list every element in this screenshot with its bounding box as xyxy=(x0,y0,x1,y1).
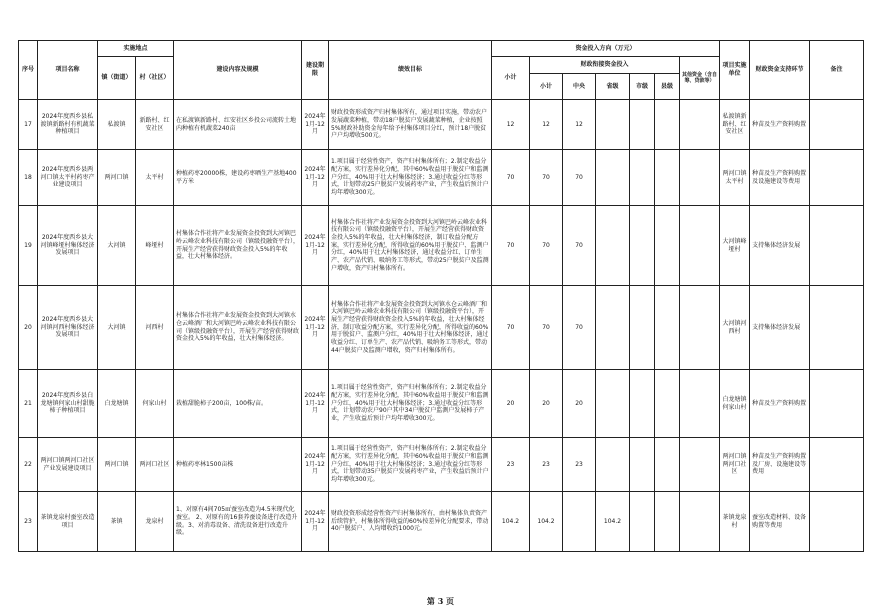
header-fund: 资金投入方向（万元） xyxy=(492,41,720,57)
cell-period: 2024年1月-12月 xyxy=(302,370,329,438)
cell-support: 支持集体经济发展 xyxy=(750,286,810,370)
header-subtotal: 小计 xyxy=(492,57,530,100)
cell-period: 2024年1月-12月 xyxy=(302,206,329,286)
cell-village: 新路村、红安社区 xyxy=(136,100,174,150)
cell-goal: 1.项目属于经营性资产，资产归村集体所有；2.制定收益分配方案，实行差异化分配，其中60%收益用于脱贫户和监测户分红，40%用于壮大村集体经济；3.通过收益分红等形式，计划带动35户脱贫户发展药枣产业，产生收益后预计户均年增收300元。 xyxy=(329,438,492,492)
header-fiscal-subtotal: 小计 xyxy=(530,74,563,100)
cell-support: 种苗及生产资料购置 xyxy=(750,100,810,150)
cell-town: 白龙塘镇 xyxy=(98,370,136,438)
cell-province xyxy=(596,150,630,206)
page-number: 第 3 页 xyxy=(426,596,455,606)
cell-other xyxy=(680,370,720,438)
cell-content: 种植药枣20000株，建设药枣晒生产基地400平方米 xyxy=(174,150,302,206)
table-row xyxy=(19,370,864,438)
cell-seq: 20 xyxy=(19,286,38,370)
cell-village: 太平村 xyxy=(136,150,174,206)
cell-fiscal-sub: 70 xyxy=(530,150,563,206)
cell-seq: 17 xyxy=(19,100,38,150)
cell-city xyxy=(630,206,655,286)
cell-unit: 大河镇河西村 xyxy=(720,286,750,370)
cell-county xyxy=(655,370,680,438)
header-support: 财政资金支持环节 xyxy=(750,41,810,100)
cell-central: 23 xyxy=(563,438,596,492)
cell-city xyxy=(630,370,655,438)
table-row xyxy=(19,206,864,286)
table-row xyxy=(19,286,864,370)
cell-subtotal: 23 xyxy=(492,438,530,492)
cell-city xyxy=(630,286,655,370)
cell-name: 2024年度西乡县大河镇峰垭村集体经济发展项目 xyxy=(38,206,98,286)
header-county: 县级 xyxy=(655,74,680,100)
cell-subtotal: 20 xyxy=(492,370,530,438)
cell-seq: 18 xyxy=(19,150,38,206)
cell-fiscal-sub: 23 xyxy=(530,438,563,492)
header-seq: 序号 xyxy=(19,41,38,100)
header-village: 村（社区） xyxy=(136,57,174,100)
cell-central: 12 xyxy=(563,100,596,150)
cell-city xyxy=(630,438,655,492)
cell-support: 种苗及生产资料购置及厂房、设施建设等费用 xyxy=(750,438,810,492)
cell-note xyxy=(810,438,864,492)
cell-goal: 村集体合作社将产业发展资金投资到大河镇水仓云峰酒厂和大河镇巴岭云峰农业科技有限公司（镇级投融资平台），开展生产经营获得财政资金投入5%的年收益，壮大村集体经济，制订收益分配方案，实行差异化分配，所得收益的60%用于脱贫户、监测户分红，40%用于壮大村集体经济，通过收益分红、订单生产、农产品代销、吸纳务工等形式，带动44户脱贫户及监测户增收，资产归村集体所有。 xyxy=(329,286,492,370)
project-table-sheet xyxy=(18,40,863,552)
cell-goal: 1.项目属于经营性资产，资产归村集体所有；2.制定收益分配方案，实行差异化分配，其中60%收益用于脱贫户和监测户分红，40%用于壮大村集体经济；3.通过收益分红等形式，计划带动农户90户其中34户脱贫户监测户发展柿子产业，产生收益后预计户均年增收300元。 xyxy=(329,370,492,438)
cell-county xyxy=(655,492,680,552)
cell-support: 蚕室改造材料、设备购置等费用 xyxy=(750,492,810,552)
cell-content: 村集体合作社将产业发展资金投资到大河镇巴岭云峰农业科技有限公司（镇级投融资平台），开展生产经营获得财政资金投入5%的年收益，壮大村集体经济。 xyxy=(174,206,302,286)
cell-goal: 财政投资形成经营性资产归村集体所有，由村集体负责资产后续管护，村集体所得收益的60%按差异化分配要求，带动40户脱贫户、人均增收约1000元。 xyxy=(329,492,492,552)
cell-province xyxy=(596,438,630,492)
cell-central: 70 xyxy=(563,150,596,206)
header-city: 市级 xyxy=(630,74,655,100)
cell-other xyxy=(680,492,720,552)
cell-seq: 22 xyxy=(19,438,38,492)
header-fiscal: 财政衔接资金投入 xyxy=(530,57,680,74)
cell-note xyxy=(810,150,864,206)
cell-goal: 1.项目属于经营性资产，资产归村集体所有；2.制定收益分配方案，实行差异化分配，其中60%收益用于脱贫户和监测户分红，40%用于壮大村集体经济；3.通过收益分红等形式，计划带动25户脱贫户发展药枣产业，产生收益后预计户均年增收300元。 xyxy=(329,150,492,206)
cell-seq: 21 xyxy=(19,370,38,438)
cell-note xyxy=(810,370,864,438)
cell-subtotal: 12 xyxy=(492,100,530,150)
cell-name: 2024年度西乡县私渡镇新路村有机蔬菜种植项目 xyxy=(38,100,98,150)
table-row xyxy=(19,150,864,206)
cell-county xyxy=(655,286,680,370)
cell-province: 104.2 xyxy=(596,492,630,552)
cell-town: 大河镇 xyxy=(98,286,136,370)
cell-note xyxy=(810,286,864,370)
cell-other xyxy=(680,206,720,286)
cell-seq: 23 xyxy=(19,492,38,552)
cell-unit: 两河口镇太平村 xyxy=(720,150,750,206)
cell-subtotal: 70 xyxy=(492,150,530,206)
header-note: 备注 xyxy=(810,41,864,100)
cell-support: 种苗及生产资料购置 xyxy=(750,370,810,438)
cell-content: 在私渡镇新路村、红安社区乡投公司流转土地内种植有机蔬菜240亩 xyxy=(174,100,302,150)
cell-other xyxy=(680,100,720,150)
cell-name: 2024年度西乡县白龙塘镇何家山村甜脆柿子种植项目 xyxy=(38,370,98,438)
cell-content: 栽植甜脆柿子200亩，100株/亩。 xyxy=(174,370,302,438)
cell-subtotal: 104.2 xyxy=(492,492,530,552)
cell-unit: 茶镇龙泉村 xyxy=(720,492,750,552)
cell-period: 2024年1月-12月 xyxy=(302,438,329,492)
cell-goal: 村集体合作社将产业发展资金投资到大河镇巴岭云峰农业科技有限公司（镇级投融资平台），开展生产经营获得财政资金投入5%的年收益，壮大村集体经济，制订收益分配方案，实行差异化分配，所得收益的60%用于脱贫户、监测户分红，40%用于壮大村集体经济，通过收益分红、订单生产、农产品代销、吸纳务工等形式，带动25户脱贫户及监测户增收，资产归村集体所有。 xyxy=(329,206,492,286)
cell-period: 2024年1月-12月 xyxy=(302,150,329,206)
cell-fiscal-sub: 70 xyxy=(530,206,563,286)
cell-note xyxy=(810,492,864,552)
header-province: 省级 xyxy=(596,74,630,100)
header-location: 实施地点 xyxy=(98,41,174,57)
cell-name: 2024年度西乡县两河口镇太平村药枣产业建设项目 xyxy=(38,150,98,206)
table-body xyxy=(19,100,864,552)
cell-seq: 19 xyxy=(19,206,38,286)
cell-content: 1、对原有4间705㎡蚕室改造为4.5米现代化蚕室。 2、对原有的16套养蚕设备进行改造升级。3、对消毒设备、清洗设备进行改造升级。 xyxy=(174,492,302,552)
cell-other xyxy=(680,286,720,370)
header-name: 项目名称 xyxy=(38,41,98,100)
cell-unit: 两河口镇两河口社区 xyxy=(720,438,750,492)
cell-name: 两河口镇两河口社区产业发展建设项目 xyxy=(38,438,98,492)
cell-central xyxy=(563,492,596,552)
cell-support: 种苗及生产资料购置及设施建设等费用 xyxy=(750,150,810,206)
cell-town: 茶镇 xyxy=(98,492,136,552)
cell-other xyxy=(680,438,720,492)
cell-period: 2024年1月-12月 xyxy=(302,286,329,370)
cell-county xyxy=(655,438,680,492)
cell-central: 20 xyxy=(563,370,596,438)
header-goal: 绩效目标 xyxy=(329,41,492,100)
cell-content: 种植药枣林1500亩株 xyxy=(174,438,302,492)
cell-fiscal-sub: 20 xyxy=(530,370,563,438)
cell-province xyxy=(596,370,630,438)
cell-content: 村集体合作社将产业发展资金投资到大河镇水仓云峰酒厂和大河镇巴岭云峰农业科技有限公司（镇级投融资平台），开展生产经营获得财政资金投入5%的年收益，壮大村集体经济。 xyxy=(174,286,302,370)
table-row xyxy=(19,492,864,552)
cell-note xyxy=(810,206,864,286)
cell-town: 大河镇 xyxy=(98,206,136,286)
header-other: 其他资金（含自筹、贷款等） xyxy=(680,57,720,100)
cell-fiscal-sub: 104.2 xyxy=(530,492,563,552)
cell-name: 2024年度西乡县大河镇河西村集体经济发展项目 xyxy=(38,286,98,370)
cell-province xyxy=(596,286,630,370)
header-town: 镇（街道） xyxy=(98,57,136,100)
cell-other xyxy=(680,150,720,206)
header-content: 建设内容及规模 xyxy=(174,41,302,100)
cell-support: 支持集体经济发展 xyxy=(750,206,810,286)
cell-county xyxy=(655,150,680,206)
cell-unit: 白龙塘镇何家山村 xyxy=(720,370,750,438)
cell-central: 70 xyxy=(563,206,596,286)
cell-period: 2024年1月-12月 xyxy=(302,100,329,150)
cell-note xyxy=(810,100,864,150)
cell-province xyxy=(596,206,630,286)
cell-village: 龙泉村 xyxy=(136,492,174,552)
cell-name: 茶镇龙泉村蚕室改造项目 xyxy=(38,492,98,552)
cell-village: 峰垭村 xyxy=(136,206,174,286)
table-row xyxy=(19,100,864,150)
header-period: 建设期限 xyxy=(302,41,329,100)
cell-period: 2024年1月-12月 xyxy=(302,492,329,552)
cell-subtotal: 70 xyxy=(492,206,530,286)
cell-county xyxy=(655,100,680,150)
cell-village: 河西村 xyxy=(136,286,174,370)
cell-village: 两河口社区 xyxy=(136,438,174,492)
cell-fiscal-sub: 12 xyxy=(530,100,563,150)
cell-town: 两河口镇 xyxy=(98,438,136,492)
cell-fiscal-sub: 70 xyxy=(530,286,563,370)
project-table xyxy=(18,40,864,552)
cell-town: 两河口镇 xyxy=(98,150,136,206)
cell-city xyxy=(630,492,655,552)
table-row xyxy=(19,438,864,492)
cell-village: 何家山村 xyxy=(136,370,174,438)
header-unit: 项目实施单位 xyxy=(720,41,750,100)
cell-county xyxy=(655,206,680,286)
cell-subtotal: 70 xyxy=(492,286,530,370)
header-central: 中央 xyxy=(563,74,596,100)
cell-province xyxy=(596,100,630,150)
cell-city xyxy=(630,150,655,206)
cell-unit: 私渡镇新路村、红安社区 xyxy=(720,100,750,150)
cell-town: 私渡镇 xyxy=(98,100,136,150)
cell-goal: 财政投资形成资产归村集体所有，通过项目实施，带动农户发展蔬菜种植，带动18户脱贫户发展蔬菜种植，企业按照5%财政补助资金每年给予村集体项目分红，预计18户脱贫户户均增收500元。 xyxy=(329,100,492,150)
cell-city xyxy=(630,100,655,150)
cell-unit: 大河镇峰垭村 xyxy=(720,206,750,286)
cell-central: 70 xyxy=(563,286,596,370)
